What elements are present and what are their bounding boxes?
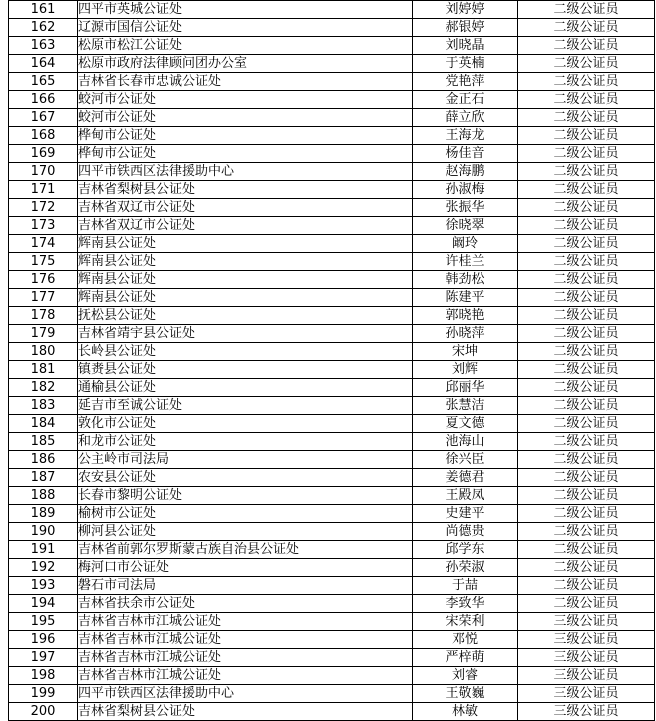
cell-number: 173 [9,217,78,235]
cell-organization: 松原市松江公证处 [78,37,413,55]
cell-number: 189 [9,505,78,523]
cell-person-name: 张慧洁 [413,397,518,415]
table-row [9,649,655,667]
cell-organization: 四平市铁西区法律援助中心 [78,685,413,703]
table-row [9,379,655,397]
cell-rank: 二级公证员 [518,253,655,271]
table-row [9,415,655,433]
cell-number: 179 [9,325,78,343]
cell-organization: 吉林省扶余市公证处 [78,595,413,613]
cell-rank: 三级公证员 [518,703,655,721]
table-row [9,577,655,595]
table-row [9,433,655,451]
cell-organization: 蛟河市公证处 [78,109,413,127]
cell-rank: 二级公证员 [518,451,655,469]
cell-rank: 二级公证员 [518,559,655,577]
cell-organization: 吉林省长春市忠诚公证处 [78,73,413,91]
cell-organization: 长春市黎明公证处 [78,487,413,505]
cell-rank: 二级公证员 [518,505,655,523]
cell-person-name: 薛立欣 [413,109,518,127]
cell-person-name: 池海山 [413,433,518,451]
cell-number: 200 [9,703,78,721]
cell-rank: 二级公证员 [518,343,655,361]
cell-person-name: 徐兴臣 [413,451,518,469]
cell-person-name: 韩劲松 [413,271,518,289]
table-row [9,145,655,163]
cell-person-name: 郭晓艳 [413,307,518,325]
cell-number: 188 [9,487,78,505]
table-row [9,541,655,559]
table-row [9,595,655,613]
cell-person-name: 孙淑梅 [413,181,518,199]
cell-rank: 二级公证员 [518,397,655,415]
cell-number: 196 [9,631,78,649]
cell-organization: 吉林省梨树县公证处 [78,181,413,199]
table-row [9,217,655,235]
cell-rank: 二级公证员 [518,379,655,397]
cell-person-name: 尚德贵 [413,523,518,541]
table-row [9,55,655,73]
cell-rank: 三级公证员 [518,631,655,649]
cell-person-name: 孙晓萍 [413,325,518,343]
cell-person-name: 王殿凤 [413,487,518,505]
cell-organization: 延吉市至诚公证处 [78,397,413,415]
cell-rank: 三级公证员 [518,667,655,685]
cell-organization: 桦甸市公证处 [78,127,413,145]
cell-person-name: 邱学东 [413,541,518,559]
cell-rank: 二级公证员 [518,595,655,613]
table-row [9,325,655,343]
table-row [9,469,655,487]
cell-rank: 二级公证员 [518,577,655,595]
cell-person-name: 杨佳音 [413,145,518,163]
cell-organization: 长岭县公证处 [78,343,413,361]
cell-organization: 四平市英城公证处 [78,1,413,19]
cell-person-name: 史建平 [413,505,518,523]
cell-person-name: 于喆 [413,577,518,595]
cell-rank: 二级公证员 [518,199,655,217]
cell-organization: 辉南县公证处 [78,289,413,307]
cell-person-name: 金正石 [413,91,518,109]
cell-rank: 二级公证员 [518,37,655,55]
cell-organization: 农安县公证处 [78,469,413,487]
cell-person-name: 刘晓晶 [413,37,518,55]
table-row [9,523,655,541]
cell-organization: 桦甸市公证处 [78,145,413,163]
cell-number: 175 [9,253,78,271]
table-row [9,19,655,37]
cell-number: 178 [9,307,78,325]
cell-person-name: 陈建平 [413,289,518,307]
table-row [9,631,655,649]
cell-number: 184 [9,415,78,433]
cell-person-name: 于英楠 [413,55,518,73]
cell-number: 162 [9,19,78,37]
cell-number: 197 [9,649,78,667]
cell-number: 166 [9,91,78,109]
table-row [9,73,655,91]
cell-person-name: 林敏 [413,703,518,721]
table-row [9,613,655,631]
cell-organization: 吉林省双辽市公证处 [78,199,413,217]
table-row [9,253,655,271]
cell-person-name: 姜德君 [413,469,518,487]
cell-number: 195 [9,613,78,631]
cell-rank: 二级公证员 [518,145,655,163]
cell-organization: 吉林省吉林市江城公证处 [78,631,413,649]
cell-person-name: 许桂兰 [413,253,518,271]
cell-organization: 敦化市公证处 [78,415,413,433]
cell-person-name: 赵海鹏 [413,163,518,181]
cell-number: 198 [9,667,78,685]
cell-person-name: 张振华 [413,199,518,217]
cell-person-name: 刘婷婷 [413,1,518,19]
notary-roster-table [8,0,655,721]
table-row [9,559,655,577]
table-row [9,181,655,199]
cell-person-name: 李致华 [413,595,518,613]
cell-rank: 二级公证员 [518,433,655,451]
cell-rank: 二级公证员 [518,235,655,253]
table-row [9,91,655,109]
cell-number: 194 [9,595,78,613]
cell-person-name: 宋坤 [413,343,518,361]
table-row [9,289,655,307]
cell-number: 174 [9,235,78,253]
cell-number: 171 [9,181,78,199]
table-row [9,685,655,703]
cell-number: 164 [9,55,78,73]
cell-rank: 二级公证员 [518,73,655,91]
cell-rank: 二级公证员 [518,487,655,505]
table-row [9,271,655,289]
cell-person-name: 王海龙 [413,127,518,145]
cell-number: 180 [9,343,78,361]
cell-organization: 和龙市公证处 [78,433,413,451]
table-row [9,343,655,361]
cell-rank: 二级公证员 [518,523,655,541]
cell-person-name: 孙荣淑 [413,559,518,577]
cell-rank: 二级公证员 [518,289,655,307]
table-row [9,163,655,181]
cell-rank: 二级公证员 [518,415,655,433]
cell-organization: 抚松县公证处 [78,307,413,325]
cell-person-name: 宋荣利 [413,613,518,631]
cell-rank: 二级公证员 [518,181,655,199]
cell-person-name: 夏文德 [413,415,518,433]
cell-number: 191 [9,541,78,559]
cell-number: 169 [9,145,78,163]
cell-number: 199 [9,685,78,703]
cell-person-name: 阚玲 [413,235,518,253]
cell-number: 187 [9,469,78,487]
table-row [9,451,655,469]
table-row [9,505,655,523]
cell-organization: 吉林省前郭尔罗斯蒙古族自治县公证处 [78,541,413,559]
cell-number: 185 [9,433,78,451]
cell-rank: 二级公证员 [518,361,655,379]
cell-number: 193 [9,577,78,595]
cell-rank: 二级公证员 [518,163,655,181]
table-row [9,667,655,685]
cell-rank: 二级公证员 [518,469,655,487]
cell-person-name: 刘辉 [413,361,518,379]
cell-rank: 二级公证员 [518,1,655,19]
cell-number: 167 [9,109,78,127]
cell-organization: 松原市政府法律顾问团办公室 [78,55,413,73]
cell-person-name: 王敬巍 [413,685,518,703]
cell-organization: 公主岭市司法局 [78,451,413,469]
cell-number: 182 [9,379,78,397]
cell-organization: 四平市铁西区法律援助中心 [78,163,413,181]
cell-organization: 吉林省靖宇县公证处 [78,325,413,343]
cell-organization: 吉林省吉林市江城公证处 [78,649,413,667]
cell-number: 192 [9,559,78,577]
cell-person-name: 邓悦 [413,631,518,649]
cell-organization: 柳河县公证处 [78,523,413,541]
cell-number: 168 [9,127,78,145]
cell-organization: 辉南县公证处 [78,253,413,271]
cell-organization: 梅河口市公证处 [78,559,413,577]
cell-rank: 三级公证员 [518,613,655,631]
table-row [9,199,655,217]
cell-person-name: 徐晓翠 [413,217,518,235]
cell-number: 181 [9,361,78,379]
notary-table-body [9,1,655,721]
table-row [9,37,655,55]
cell-number: 165 [9,73,78,91]
cell-rank: 二级公证员 [518,19,655,37]
cell-number: 176 [9,271,78,289]
cell-number: 177 [9,289,78,307]
table-row [9,1,655,19]
cell-rank: 二级公证员 [518,271,655,289]
cell-organization: 辉南县公证处 [78,235,413,253]
table-row [9,127,655,145]
table-row [9,487,655,505]
cell-number: 172 [9,199,78,217]
cell-rank: 二级公证员 [518,91,655,109]
cell-number: 163 [9,37,78,55]
cell-number: 183 [9,397,78,415]
cell-person-name: 刘睿 [413,667,518,685]
cell-person-name: 郝银婷 [413,19,518,37]
cell-rank: 二级公证员 [518,109,655,127]
cell-organization: 蛟河市公证处 [78,91,413,109]
cell-organization: 吉林省双辽市公证处 [78,217,413,235]
cell-person-name: 党艳萍 [413,73,518,91]
cell-person-name: 邱丽华 [413,379,518,397]
cell-rank: 三级公证员 [518,649,655,667]
cell-organization: 通榆县公证处 [78,379,413,397]
cell-person-name: 严梓萌 [413,649,518,667]
cell-rank: 二级公证员 [518,307,655,325]
table-row [9,361,655,379]
cell-rank: 三级公证员 [518,685,655,703]
cell-rank: 二级公证员 [518,541,655,559]
cell-organization: 吉林省梨树县公证处 [78,703,413,721]
cell-rank: 二级公证员 [518,325,655,343]
cell-number: 161 [9,1,78,19]
cell-organization: 磐石市司法局 [78,577,413,595]
table-row [9,109,655,127]
cell-organization: 辽源市国信公证处 [78,19,413,37]
cell-organization: 辉南县公证处 [78,271,413,289]
cell-organization: 镇赉县公证处 [78,361,413,379]
cell-rank: 二级公证员 [518,55,655,73]
cell-organization: 吉林省吉林市江城公证处 [78,667,413,685]
cell-rank: 二级公证员 [518,217,655,235]
cell-number: 170 [9,163,78,181]
cell-rank: 二级公证员 [518,127,655,145]
table-row [9,397,655,415]
cell-organization: 榆树市公证处 [78,505,413,523]
cell-number: 190 [9,523,78,541]
table-row [9,235,655,253]
table-row [9,703,655,721]
table-row [9,307,655,325]
cell-organization: 吉林省吉林市江城公证处 [78,613,413,631]
cell-number: 186 [9,451,78,469]
